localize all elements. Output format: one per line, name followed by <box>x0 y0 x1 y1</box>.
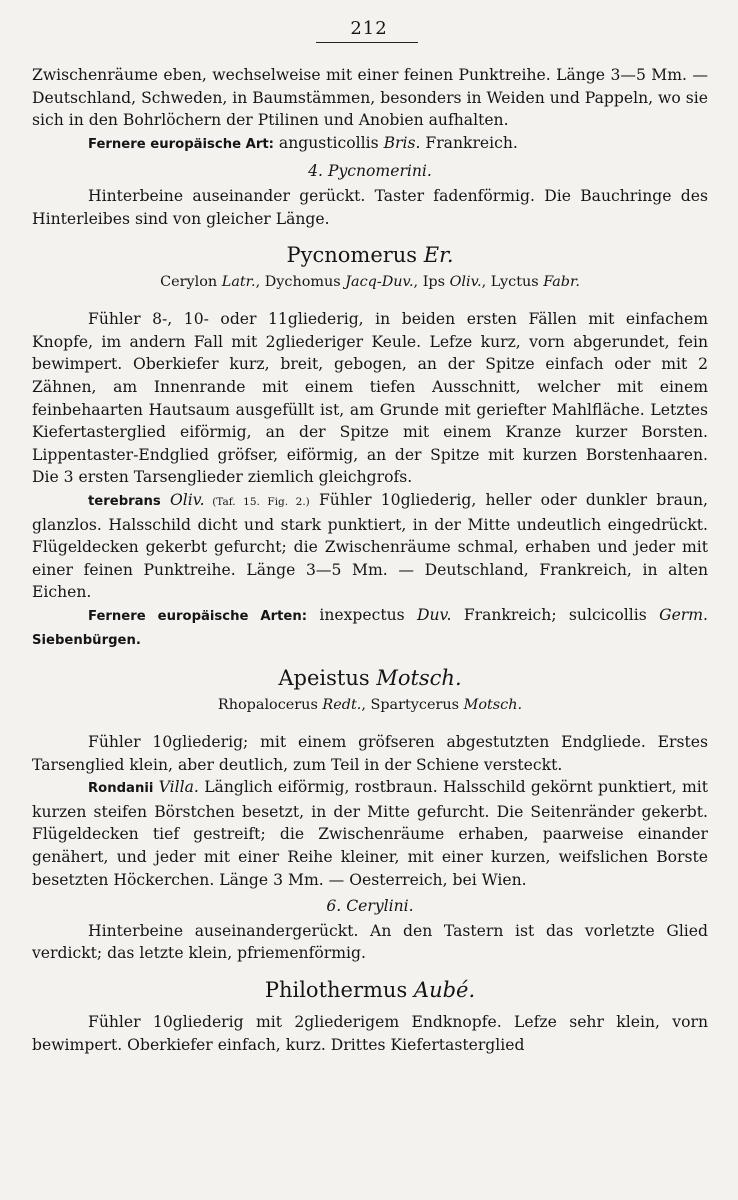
species-name: terebrans <box>88 493 161 509</box>
paragraph-further-species-2 <box>32 604 708 653</box>
page-number: 212 <box>350 18 388 39</box>
genus-author: Er. <box>423 243 454 268</box>
synonym: , Lyctus <box>481 274 544 291</box>
figure-reference: (Taf. 15. Fig. 2.) <box>204 495 310 508</box>
species-author: Germ. <box>659 605 708 624</box>
genus-name: Apeistus <box>278 666 377 691</box>
species-description: Fühler 10gliederig, heller oder dunkler braun, glanzlos. Halsschild dicht und stark punktiert, in der Mitte undeutlich eingedrückt. Flügeldecken gekerbt gefurcht; die Zwischenräume schmal, erhaben und jeder mit einer feinen Punktreihe. Länge 3—5 Mm. — Deutschland, Frankreich, in alten Eichen. <box>32 490 708 602</box>
section-heading-cerylini: 6. Cerylini. <box>326 897 414 916</box>
genus-heading-philothermus <box>32 977 708 1003</box>
paragraph-cerylini: Hinterbeine auseinandergerückt. An den Tastern ist das vorletzte Glied verdickt; das letzte klein, pfriemenförmig. <box>32 921 708 963</box>
paragraph-philothermus-description: Fühler 10gliederig mit 2gliederigem Endknopfe. Lefze sehr klein, vorn bewimpert. Oberkiefer einfach, kurz. Drittes Kiefertasterglied <box>32 1013 708 1054</box>
header-rule <box>316 42 418 43</box>
label-further-species: Fernere europäische Arten: <box>88 608 308 624</box>
genus-name: Philothermus <box>264 978 414 1002</box>
species-locality: Siebenbürgen. <box>32 633 141 649</box>
species-author: Bris. <box>383 133 421 152</box>
species-locality: Frankreich. <box>420 133 518 152</box>
synonym: Cerylon <box>160 274 222 291</box>
synonym: , Spartycerus <box>361 697 464 714</box>
synonym-author: Redt. <box>322 697 362 714</box>
synonym-author: Latr. <box>221 274 256 291</box>
genus-author: Motsch. <box>376 666 462 691</box>
paragraph-pycnomerini: Hinterbeine auseinander gerückt. Taster fadenförmig. Die Bauchringe des Hinterleibes sind von gleicher Länge. <box>32 186 708 228</box>
species-author: Oliv. <box>160 490 205 509</box>
synonym: , Dychomus <box>255 274 346 291</box>
genus-author: Aubé. <box>413 978 476 1002</box>
synonym-author: Motsch. <box>463 697 523 714</box>
synonym-author: Oliv. <box>449 274 482 291</box>
paragraph-rondanii <box>32 776 708 891</box>
synonym-author: Jacq-Duv. <box>345 274 414 291</box>
species-name: Rondanii <box>88 781 154 797</box>
page-body <box>32 64 708 1056</box>
paragraph-further-species <box>32 132 708 157</box>
label-further-species: Fernere europäische Art: <box>88 136 274 152</box>
paragraph-pycnomerus-description: Fühler 8-, 10- oder 11gliederig, in beiden ersten Fällen mit einfachem Knopfe, im andern Fall mit 2gliederiger Keule. Lefze kurz, vorn abgerundet, fein bewimpert. Oberkiefer kurz, breit, gebogen, an der Spitze einfach oder mit 2 Zähnen, am Innenrande mit einem tiefen Ausschnitt, welcher mit einem feinbehaarten Hautsaum ausgefüllt ist, am Grunde mit geriefter Mahlfläche. Letztes Kiefertasterglied eiförmig, an der Spitze mit einem Kranze kurzer Borsten. Lippentaster-Endglied gröfser, eiförmig, an der Spitze mit kurzen Borstenhaaren. Die 3 ersten Tarsenglieder ziemlich gleichgrofs. <box>32 310 708 487</box>
species-locality: Frankreich; sulcicollis <box>451 605 660 624</box>
species-description: Länglich eiförmig, rostbraun. Halsschild gekörnt punktiert, mit kurzen steifen Börstchen besetzt, in der Mitte gefurcht. Die Seitenränder gekerbt. Flügeldecken tief gestreift; die Zwischenräume erhaben, paarweise einander genähert, und jeder mit einer Reihe kleiner, mit einer kurzen, weifslichen Borste besetzten Höckerchen. Länge 3 Mm. — Oesterreich, bei Wien. <box>32 778 708 889</box>
synonym: , Ips <box>413 274 450 291</box>
genus-name: Pycnomerus <box>286 243 424 268</box>
species-author: Duv. <box>417 605 452 624</box>
synonyms-pycnomerus <box>32 272 708 292</box>
species-author: Villa. <box>153 778 199 797</box>
genus-heading-apeistus <box>32 665 708 691</box>
paragraph-apeistus-description: Fühler 10gliederig; mit einem gröfseren abgestutzten Endgliede. Erstes Tarsenglied klein, aber deutlich, zum Teil in der Schiene versteckt. <box>32 733 708 774</box>
section-heading-pycnomerini: 4. Pycnomerini. <box>308 162 432 181</box>
synonym: Rhopalocerus <box>217 697 323 714</box>
genus-heading-pycnomerus <box>32 242 708 268</box>
species-name: inexpectus <box>307 605 418 624</box>
paragraph-terebrans <box>32 489 708 604</box>
species-name: angusticollis <box>273 133 384 152</box>
synonyms-apeistus <box>32 695 708 715</box>
paragraph-continuation: Zwischenräume eben, wechselweise mit einer feinen Punktreihe. Länge 3—5 Mm. — Deutschland, Schweden, in Baumstämmen, besonders in Weiden und Pappeln, wo sie sich in den Bohrlöchern der Ptilinen und Anobien aufhalten. <box>32 66 708 130</box>
synonym-author: Fabr. <box>543 274 580 291</box>
